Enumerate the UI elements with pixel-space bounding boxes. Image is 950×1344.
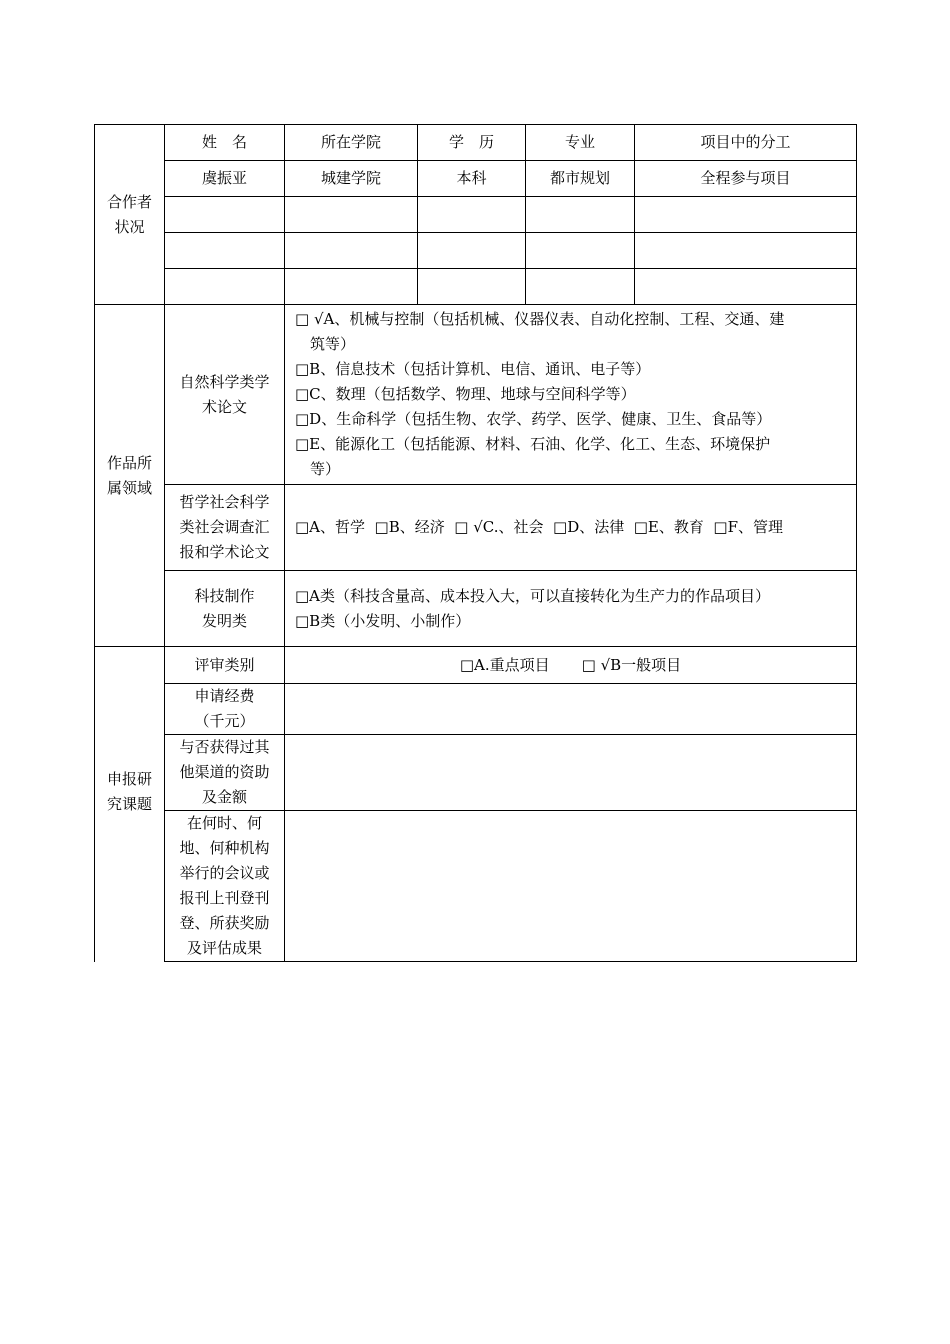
collaborator-education-cell[interactable] xyxy=(418,233,526,269)
social-science-options[interactable]: □A、哲学 □B、经济 □ √C.、社会 □D、法律 □E、教育 □F、管理 xyxy=(285,485,857,571)
collaborator-row xyxy=(95,233,857,269)
collaborator-role-cell[interactable] xyxy=(635,233,857,269)
option-c-mathematics-physics[interactable]: □C、数理（包括数学、物理、地球与空间科学等） xyxy=(295,385,636,403)
option-b-type[interactable]: □B类（小发明、小制作） xyxy=(295,611,471,630)
other-funding-row xyxy=(95,735,857,811)
collaborator-name-cell[interactable] xyxy=(165,197,285,233)
option-a-type[interactable]: □A类（科技含量高、成本投入大，可以直接转化为生产力的作品项目） xyxy=(295,586,771,605)
collaborator-education-cell[interactable] xyxy=(418,269,526,305)
publications-row xyxy=(95,811,857,962)
collaborator-name-cell[interactable] xyxy=(165,269,285,305)
collaborator-name-cell[interactable]: 虞振亚 xyxy=(165,161,285,197)
collaborator-college-cell[interactable] xyxy=(285,197,418,233)
natural-science-row xyxy=(95,305,857,485)
tech-invention-row xyxy=(95,571,857,647)
collaborator-name-cell[interactable] xyxy=(165,233,285,269)
application-form-table xyxy=(94,124,857,962)
tech-invention-options xyxy=(285,571,857,647)
collaborators-section-label: 合作者 状况 xyxy=(95,125,165,305)
header-education: 学 历 xyxy=(418,125,526,161)
other-funding-value-cell[interactable] xyxy=(285,735,857,811)
collaborator-role-cell[interactable]: 全程参与项目 xyxy=(635,161,857,197)
review-option-general[interactable]: □ √B一般项目 xyxy=(581,655,682,674)
collaborator-major-cell[interactable] xyxy=(526,233,635,269)
collaborator-role-cell[interactable] xyxy=(635,269,857,305)
other-funding-label: 与否获得过其 他渠道的资助 及金额 xyxy=(165,735,285,811)
collaborator-education-cell[interactable]: 本科 xyxy=(418,161,526,197)
collaborator-role-cell[interactable] xyxy=(635,197,857,233)
review-category-label: 评审类别 xyxy=(165,647,285,684)
collaborator-college-cell[interactable] xyxy=(285,233,418,269)
review-category-row xyxy=(95,647,857,684)
header-college: 所在学院 xyxy=(285,125,418,161)
collaborator-row xyxy=(95,197,857,233)
collaborator-education-cell[interactable] xyxy=(418,197,526,233)
collaborator-major-cell[interactable] xyxy=(526,269,635,305)
option-e-energy-chemistry[interactable]: □E、能源化工（包括能源、材料、石油、化学、化工、生态、环境保护 xyxy=(295,435,771,453)
funding-label: 申请经费 （千元） xyxy=(165,684,285,735)
collaborator-major-cell[interactable]: 都市规划 xyxy=(526,161,635,197)
field-section-label: 作品所 属领域 xyxy=(95,305,165,647)
header-major: 专业 xyxy=(526,125,635,161)
social-science-label: 哲学社会科学 类社会调查汇 报和学术论文 xyxy=(165,485,285,571)
option-b-information-tech[interactable]: □B、信息技术（包括计算机、电信、通讯、电子等） xyxy=(295,360,651,378)
review-category-options xyxy=(285,647,857,684)
tech-invention-label: 科技制作 发明类 xyxy=(165,571,285,647)
collaborator-row xyxy=(95,161,857,197)
collaborator-row xyxy=(95,269,857,305)
option-e-energy-chemistry-continued: 等） xyxy=(310,460,341,478)
publications-value-cell[interactable] xyxy=(285,811,857,962)
natural-science-label: 自然科学类学 术论文 xyxy=(165,305,285,485)
collaborators-header-row xyxy=(95,125,857,161)
option-a-mechanical[interactable]: □ √A、机械与控制（包括机械、仪器仪表、自动化控制、工程、交通、建 xyxy=(295,310,785,328)
review-option-key[interactable]: □A.重点项目 xyxy=(459,655,550,674)
research-section-label: 申报研 究课题 xyxy=(95,647,165,962)
funding-row xyxy=(95,684,857,735)
collaborator-college-cell[interactable] xyxy=(285,269,418,305)
funding-value-cell[interactable] xyxy=(285,684,857,735)
collaborator-college-cell[interactable]: 城建学院 xyxy=(285,161,418,197)
header-role: 项目中的分工 xyxy=(635,125,857,161)
header-name: 姓 名 xyxy=(165,125,285,161)
publications-label: 在何时、何 地、何种机构 举行的会议或 报刊上刊登刊 登、所获奖励 及评估成果 xyxy=(165,811,285,962)
natural-science-options xyxy=(285,305,857,485)
collaborator-major-cell[interactable] xyxy=(526,197,635,233)
social-science-row xyxy=(95,485,857,571)
option-d-life-science[interactable]: □D、生命科学（包括生物、农学、药学、医学、健康、卫生、食品等） xyxy=(295,410,772,428)
option-a-mechanical-continued: 筑等） xyxy=(310,335,356,353)
